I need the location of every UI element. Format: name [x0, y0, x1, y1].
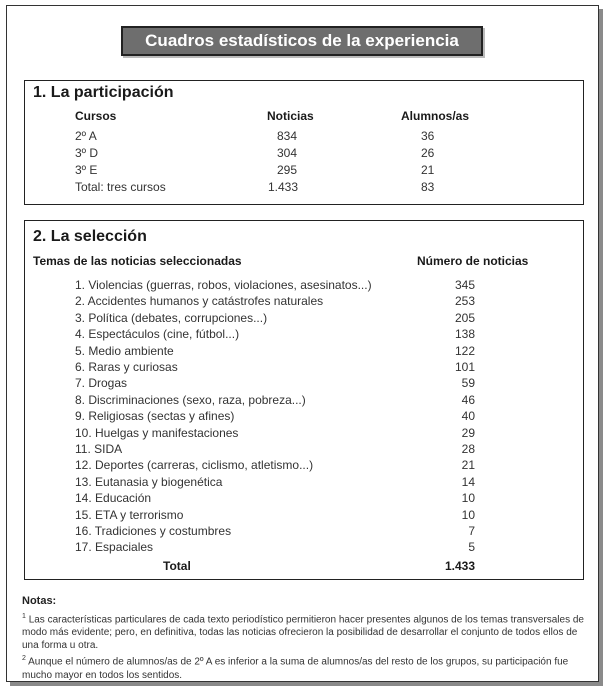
list-item-count: 10 [461, 491, 475, 506]
note-1-mark: 1 [22, 613, 26, 620]
list-item-topic: 11. SIDA [75, 442, 123, 456]
table-row-curso: 2º A [75, 129, 97, 143]
list-item-topic: 15. ETA y terrorismo [75, 507, 184, 522]
list-item-topic: 12. Deportes (carreras, ciclismo, atletismo...) [75, 458, 314, 473]
list-item-topic: 16. Tradiciones y costumbres [75, 524, 232, 538]
total-label: Total [163, 559, 191, 573]
list-item-count: 46 [461, 392, 475, 407]
list-item-count: 14 [461, 474, 475, 489]
list-item-count: 5 [468, 540, 475, 555]
selection-box [24, 220, 584, 580]
header-alumnos: Alumnos/as [401, 109, 470, 123]
table-row-alumnos: 36 [421, 129, 435, 143]
header-numero: Número de noticias [417, 254, 529, 268]
list-item-count: 59 [461, 376, 475, 391]
table-row-curso: 3º E [75, 163, 98, 177]
list-item-topic: 17. Espaciales [75, 540, 154, 555]
list-item-count: 253 [454, 294, 475, 309]
list-item-count: 122 [454, 343, 475, 358]
list-item-topic: 13. Eutanasia y biogenética [75, 474, 223, 489]
table-row-alumnos: 26 [421, 146, 435, 160]
header-cursos: Cursos [75, 109, 117, 123]
list-item-topic: 2. Accidentes humanos y catástrofes naturales [75, 294, 324, 309]
participation-title: 1. La participación [33, 84, 174, 101]
list-item-topic: 10. Huelgas y manifestaciones [75, 425, 239, 440]
list-item-topic: 4. Espectáculos (cine, fútbol...) [75, 327, 240, 342]
participation-box [24, 80, 584, 205]
note-1-text: Las características particulares de cada texto periodístico permitieron hacer presentes algunos de los temas transversales de modo más evidente; pero, en definitiva, todas las noticias ofrecieron la posibilidad de desarrollar el conjunto de todos ellos de una forma u otra. [22, 614, 584, 652]
table-row-alumnos: 83 [421, 180, 435, 194]
page-title: Cuadros estadísticos de la experiencia [121, 26, 483, 56]
note-2-mark: 2 [22, 655, 26, 663]
list-item-count: 205 [454, 310, 475, 325]
list-item-count: 28 [461, 442, 475, 456]
list-item-topic: 14. Educación [75, 491, 152, 506]
header-temas: Temas de las noticias seleccionadas [33, 254, 242, 268]
table-row-curso: Total: tres cursos [75, 180, 166, 194]
list-item-count: 40 [461, 409, 475, 424]
list-item-count: 21 [461, 458, 475, 473]
note-2 [22, 652, 588, 681]
list-item-count: 345 [454, 278, 475, 292]
table-row-noticias: 295 [277, 163, 298, 177]
list-item-topic: 6. Raras y curiosas [75, 360, 178, 374]
list-item-topic: 1. Violencias (guerras, robos, violaciones, asesinatos...) [75, 278, 372, 292]
list-item-topic: 3. Política (debates, corrupciones...) [75, 310, 268, 325]
list-item-topic: 5. Medio ambiente [75, 343, 174, 358]
list-item-topic: 9. Religiosas (sectas y afines) [75, 409, 235, 424]
table-row-alumnos: 21 [421, 163, 435, 177]
table-row-noticias: 834 [277, 129, 298, 143]
notes [22, 595, 588, 682]
note-1 [22, 610, 588, 652]
note-2-text: Aunque el número de alumnos/as de 2º A es inferior a la suma de alumnos/as del resto de los grupos, su participación fue mucho mayor en todos los sentidos. [22, 656, 569, 681]
notes-title: Notas: [22, 595, 57, 607]
selection-title: 2. La selección [33, 228, 147, 245]
list-item-count: 7 [468, 524, 475, 538]
list-item-count: 29 [461, 425, 475, 440]
list-item-count: 10 [461, 507, 475, 522]
table-row-noticias: 1.433 [268, 180, 299, 194]
header-noticias: Noticias [267, 109, 314, 123]
list-item-topic: 8. Discriminaciones (sexo, raza, pobreza...) [75, 392, 306, 407]
list-item-count: 101 [454, 360, 475, 374]
table-row-noticias: 304 [277, 146, 298, 160]
list-item-topic: 7. Drogas [75, 376, 128, 391]
table-row-curso: 3º D [75, 146, 99, 160]
total-value: 1.433 [444, 559, 475, 573]
list-item-count: 138 [454, 327, 475, 342]
